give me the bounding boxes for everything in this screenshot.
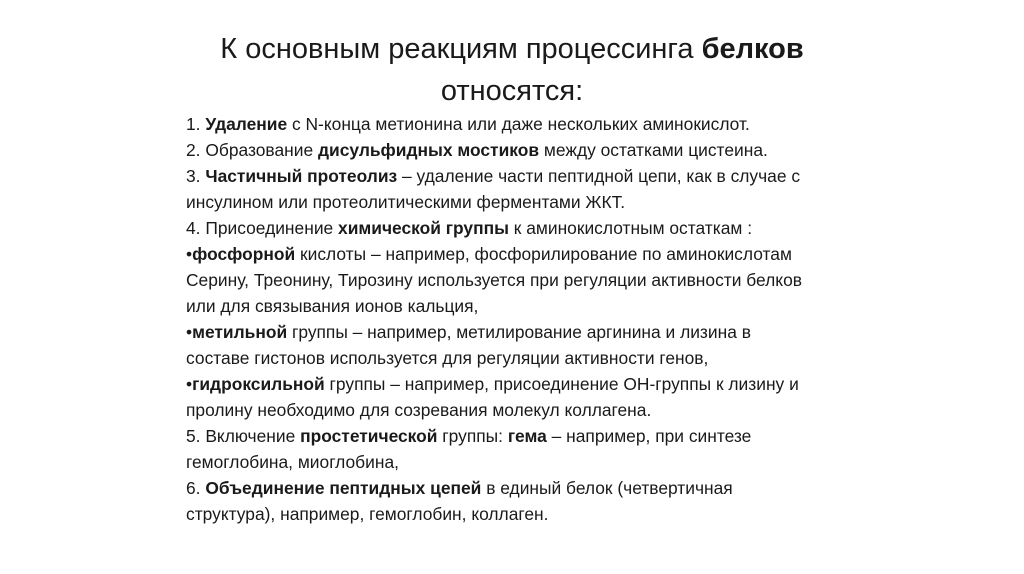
item-term: химической группы	[338, 218, 509, 238]
item-term: дисульфидных мостиков	[317, 140, 540, 160]
item-text: 5. Включение	[186, 426, 301, 446]
item-text: группы:	[437, 426, 508, 446]
slide-body	[186, 111, 906, 527]
bullet-methyl	[186, 319, 906, 345]
item-text: с N-конца метионина или даже нескольких аминокислот.	[287, 114, 750, 134]
bullet-methyl-cont	[186, 345, 906, 371]
list-item-proteolysis-cont	[186, 189, 906, 215]
item-number: 1.	[186, 114, 206, 134]
bullet-icon: •	[186, 374, 193, 394]
bullet-hydroxyl	[186, 371, 906, 397]
title-line2: относятся:	[440, 75, 584, 107]
bullet-icon: •	[186, 322, 193, 342]
item-text: между остатками цистеина.	[539, 140, 768, 160]
list-item-prosthetic-cont	[186, 449, 906, 475]
item-term: Частичный протеолиз	[205, 166, 398, 186]
bullet-icon: •	[186, 244, 193, 264]
item-text: пролину необходимо для созревания молекул коллагена.	[186, 400, 652, 420]
list-item-prosthetic	[186, 423, 906, 449]
item-term: Объединение пептидных цепей	[205, 478, 482, 498]
title-line1	[220, 33, 803, 65]
list-item-assembly	[186, 475, 906, 501]
item-text: – удаление части пептидной цепи, как в случае с	[397, 166, 801, 186]
item-term: гидроксильной	[192, 374, 325, 394]
item-number: 6.	[186, 478, 206, 498]
list-item-assembly-cont	[186, 501, 906, 527]
item-text: составе гистонов используется для регуляции активности генов,	[186, 348, 709, 368]
item-term: Удаление	[205, 114, 288, 134]
title-bold-word: белков	[701, 33, 804, 65]
list-item-proteolysis	[186, 163, 906, 189]
item-text: группы – например, присоединение ОН-группы к лизину и	[324, 374, 799, 394]
item-text: или для связывания ионов кальция,	[186, 296, 479, 316]
bullet-hydroxyl-cont	[186, 397, 906, 423]
item-text: инсулином или протеолитическими ферментами ЖКТ.	[186, 192, 626, 212]
item-term: простетической	[300, 426, 438, 446]
item-term: метильной	[192, 322, 288, 342]
item-text: кислоты – например, фосфорилирование по аминокислотам	[295, 244, 792, 264]
item-text: – например, при синтезе	[546, 426, 752, 446]
item-text: группы – например, метилирование аргинина и лизина в	[287, 322, 751, 342]
item-term: фосфорной	[192, 244, 296, 264]
item-text: структура), например, гемоглобин, коллаген.	[186, 504, 549, 524]
list-item-chemical-group	[186, 215, 906, 241]
item-text: 4. Присоединение	[186, 218, 339, 238]
title-text: К основным реакциям процессинга	[220, 33, 702, 65]
bullet-phosphoric	[186, 241, 906, 267]
bullet-phosphoric-cont	[186, 267, 906, 293]
item-text: 2. Образование	[186, 140, 318, 160]
item-text: к аминокислотным остаткам :	[508, 218, 753, 238]
item-text: Серину, Треонину, Тирозину используется при регуляции активности белков	[186, 270, 803, 290]
item-text: в единый белок (четвертичная	[481, 478, 733, 498]
bullet-phosphoric-cont2	[186, 293, 906, 319]
list-item-removal	[186, 111, 906, 137]
item-number: 3.	[186, 166, 206, 186]
item-term: гема	[507, 426, 547, 446]
list-item-disulfide	[186, 137, 906, 163]
item-text: гемоглобина, миоглобина,	[186, 452, 399, 472]
slide-title	[0, 28, 1024, 112]
